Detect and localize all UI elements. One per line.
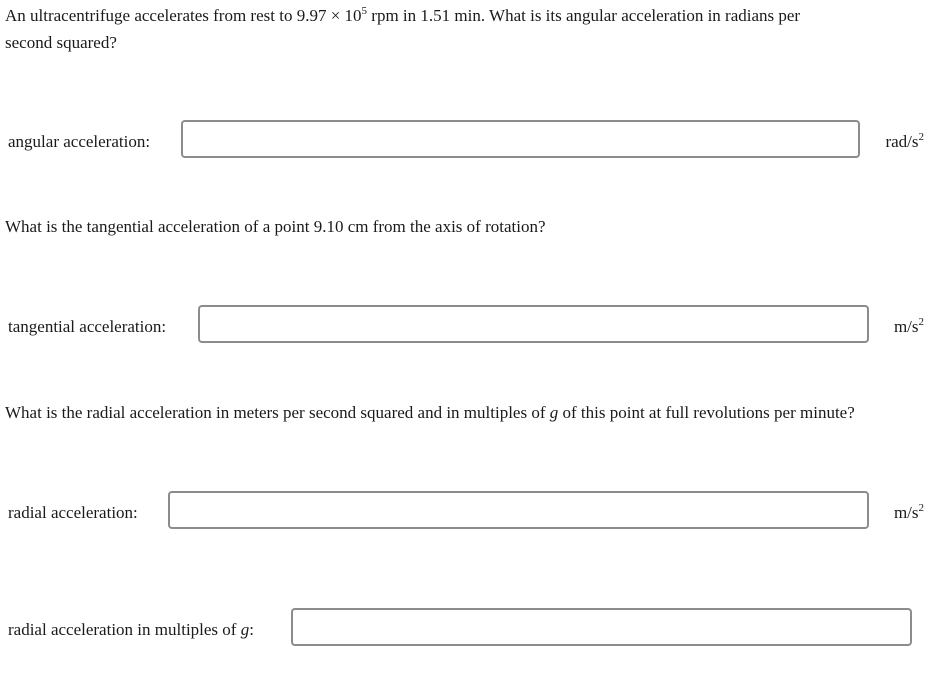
radial-acceleration-g-input[interactable] [291,608,912,646]
unit-exponent: 2 [918,502,924,514]
question-text: of this point at full revolutions per minute? [558,403,855,422]
angular-acceleration-row [0,120,933,164]
label-text: radial acceleration in multiples of [8,620,241,639]
question-radial-acceleration [5,399,855,426]
tangential-acceleration-unit [894,317,924,337]
question-angular-acceleration [5,2,800,56]
g-symbol: g [240,620,250,639]
question-text: rpm in 1.51 min. What is its angular acceleration in radians per [367,6,801,25]
radial-acceleration-row [0,491,933,535]
radial-acceleration-label: radial acceleration: [8,503,138,522]
radial-acceleration-g-label [8,620,254,640]
radial-acceleration-g-row [0,608,933,652]
label-text: : [249,620,254,639]
tangential-acceleration-input[interactable] [198,305,869,343]
unit-text: m/s [893,503,919,522]
angular-acceleration-label: angular acceleration: [8,132,151,151]
question-text: An ultracentrifuge accelerates from rest to 9.97 × 10 [5,6,362,25]
question-tangential-acceleration [5,213,546,240]
unit-exponent: 2 [918,131,924,143]
unit-text: m/s [893,317,919,336]
question-text: What is the radial acceleration in meters per second squared and in multiples of [5,403,550,422]
angular-acceleration-unit [885,132,924,152]
unit-exponent: 2 [918,316,924,328]
question-text: What is the tangential acceleration of a point 9.10 cm from the axis of rotation? [5,217,546,236]
unit-text: rad/s [885,132,919,151]
radial-acceleration-unit [894,503,924,523]
g-symbol: g [549,403,559,422]
tangential-acceleration-row [0,305,933,349]
exponent: 5 [361,5,368,17]
angular-acceleration-input[interactable] [181,120,860,158]
tangential-acceleration-label: tangential acceleration: [8,317,167,336]
question-text: second squared? [5,33,117,52]
radial-acceleration-input[interactable] [168,491,869,529]
